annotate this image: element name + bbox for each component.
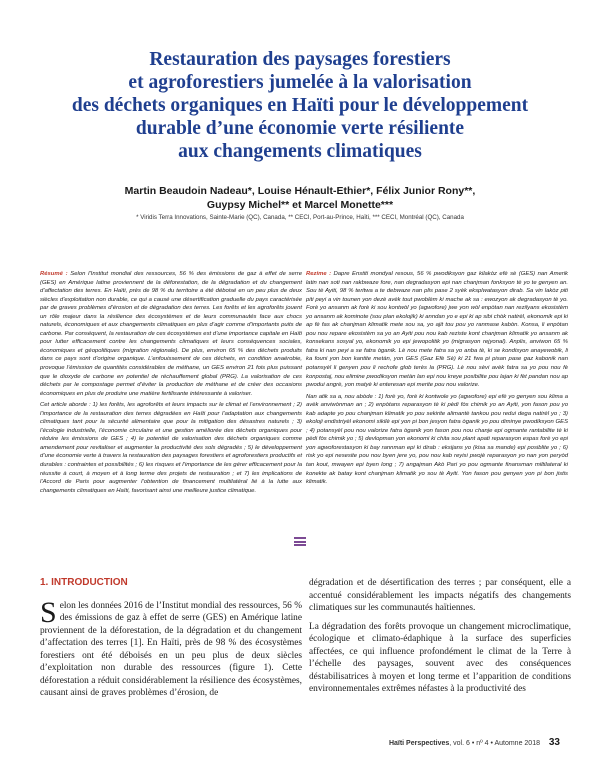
body-column-left (40, 577, 302, 706)
authors (20, 184, 580, 212)
rezime-paragraph (306, 270, 568, 390)
title-line: durable d’une économie verte résiliente (135, 118, 465, 139)
body-paragraph: dégradation et de désertification des terres ; par conséquent, elle a accentué considérablement les impacts négatifs des changements climatiques sur les communautés haïtiennes. (309, 578, 571, 613)
title-line: Restauration des paysages forestiers (149, 49, 451, 70)
affiliations: * Viridis Terra Innovations, Sainte-Marie (QC), Canada, ** CECI, Port-au-Prince, Haïti, *** CECI, Montréal (QC), Canada (136, 214, 464, 221)
footer-journal (389, 740, 540, 747)
section-separator-icon (294, 537, 306, 546)
title-line: des déchets organiques en Haïti pour le développement (71, 95, 529, 116)
article-title (20, 48, 580, 163)
authors-line: Martin Beaudoin Nadeau*, Louise Hénault-Ethier*, Félix Junior Rony**, (124, 185, 476, 197)
section-heading: 1. INTRODUCTION (40, 577, 128, 588)
body-column-right (309, 577, 571, 702)
title-line: et agroforestiers jumelée à la valorisation (128, 72, 472, 93)
journal-name: Haïti Perspectives (388, 740, 450, 747)
rezime-text: Dapre Enstiti mondyal resous, 56 % pwodiksyon gaz kilakòz efè sè (GES) nan Amerik latin nan soti nan rakbwaze fore, nan degradasyon epi nan chanjman fonksyon tè yo te genyen an. Sou tè Ayiti, 98 % teritwa a te debwaze nan plis pase 2 syèk eksplwatasyon dirab. Sa vin lakòz piti piti peyi a vin tounen yon dezè avèk tout pwoblèm ki mache ak sa : ewozyon ak degradasyon tè yo. Forè yo ansanm ak forè ki sou kontwòl yo (agwofore) jwe yon wòl enpòtan nan rezilyans ekosistèm yo ansanm ak kominote (sou plan ekolojik) ki anndan yo e epi ki ap sibi chòk natirèl, ekonomik epi ki ap fè fas ak chanjman klimatik mete sou sa, yo ajit tou pou yo ranmase kabòn. Konsa, li enpòtan pou nou repare ekosistèm sa yo an Ayiti pou nou kab reziste kont chanjman klimatik yo ansanm ak konsekans sosyal yo, ekonomik yo epi jewopolitik yo (migrasyon rejyonal). Anplis, anviwon 65 % fatra ki nan peyi a se fatra òganik. Lè nou mete fatra sa yo anba tè, ki se kondisyon anayewobik, li ka founi yon bon kantite metàn, yon GES (Gaz Efè Sè) ki 21 fwa pi pisan pase gaz kabonik nan potansyèl li genyen pou li rechofe glob terès la (PRG). Lè nou sèvi avèk fatra sa yo pou nou fè konpostaj, nou elimine pwodiksyon metàn lan epi nou kreye posibilite pou lajan ki fèt pandan nou ap pwodui angrè, yon matyè ki enteresan epi merite pou nou valorize. (306, 271, 568, 389)
intro-paragraph (40, 595, 302, 700)
resume-paragraph (40, 270, 302, 398)
authors-line: Guypsy Michel** et Marcel Monette*** (206, 199, 394, 211)
intro-text: elon les données 2016 de l’Institut mondial des ressources, 56 % des émissions de gaz à effet de serre (GES) en Amérique latine proviennent de la déforestation, de la dégradation et du changement d’affectation des terres [1]. En Haïti, près de 98 % des écosystèmes forestiers ont été déboisés en un peu plus de deux siècles d’exploitation non durable des ressources (figure 1). Cette déforestation a réduit considérablement la résilience des écosystèmes, causant ainsi de graves problèmes d’érosion, de (40, 600, 302, 698)
body-paragraph: La dégradation des forêts provoque un changement microclimatique, écologique et climato-édaphique à la surface des superficies affectées, ce qui influence profondément le climat de la Terre à l’échelle des paysages, souvent avec des conséquences déstabilisatrices à moyen et long terme et l’apparition de conditions environnementales extrêmes néfastes à la productivité des (309, 621, 571, 694)
page-number: 33 (548, 737, 560, 748)
page-footer (0, 736, 600, 756)
drop-cap: S (40, 595, 57, 629)
rezime-paragraph: Nan atik sa a, nou abòde : 1) forè yo, forè ki kontwole yo (agwofore) epi efè yo genyen sou klima a avèk anviwònman an ; 2) enpòtans reparasyon tè ki pèdi fòs chimik yo an Ayiti, yon fason pou yo kab adapte yo pou chanjman klimatik yo pou sekirite alimantè tankou pou redui dega natirèl yo ; 3) ekoloji endistriyèl ekonomi sikilè epi yon pi bon jesyon fatra òganik yo pou diminye pwodiksyon GES ; 4) potansyèl pou nou valorize fatra òganik yon fason pou nou chanje epi ogmante rantabilite tè ki pèdi fòs chimik yo ; 5) devlopman yon ekonomi ki chita sou plant apati reparasyon espas forè yo epi yon agwoforestasyon ki bay rannman epi ki dirab : eksijans yo (kisa sa mande) epi posiblite yo ; 6) risk yo epi nesesite pou nou byen jere yo, pou nou kab reyisi pwojè reparasyon yo nan yon peryòd tan kout, mwayen epi byen long ; 7) angajman Akò Pari yo pou ogmante finansman miltilateral ki konekte ak batay kont chanjman klimatik yo sou tè Ayiti. Yon fason pou genyen yon pi bon jistis klimatik. (306, 393, 568, 486)
resume-abstract (40, 270, 302, 498)
resume-text: Selon l’Institut mondial des ressources, 56 % des émissions de gaz à effet de serre (GES) en Amérique latine proviennent de la déforestation, de la dégradation et du changement d’affectation des terres. En Haïti, près de 98 % du territoire a été déboisé en un peu plus de deux siècles d’exploitation non durable, ce qui a causé une désertification graduelle du pays caractérisée par de graves problèmes d’érosion et de dégradation des terres. Les forêts et les agroforêts jouent un rôle majeur dans la résilience des écosystèmes et de leurs communautés face aux chocs naturels, économiques et aux changements climatiques en plus d’agir comme d’importants puits de carbone. Par conséquent, la restauration de ces écosystèmes est d’une importance capitale en Haïti pour lutter efficacement contre les changements climatiques et leurs conséquences sociales, économiques et géopolitiques (migration régionale). De plus, environ 65 % des déchets produits dans ce pays sont d’origine organique. L’enfouissement de ces déchets, en condition anaérobie, provoque l’émission de quantités considérables de méthane, un GES environ 21 fois plus puissant que le dioxyde de carbone en potentiel de réchauffement global (PRG). La valorisation de ces déchets par le compostage permet d’éviter la production de méthane et de créer des occasions économiques en plus de produire une matière fertilisante intéressante à valoriser. (40, 271, 302, 397)
title-line: aux changements climatiques (178, 141, 422, 162)
resume-lead: Résumé : (40, 271, 68, 277)
rezime-lead: Rezime : (306, 271, 332, 277)
resume-paragraph: Cet article aborde : 1) les forêts, les agroforêts et leurs impacts sur le climat et l’environnement ; 2) l’importance de la restauration des terres dégradées en Haïti pour l’adaptation aux changements climatiques tant pour la sécurité alimentaire que pour la mitigation des désastres naturels ; 3) l’écologie industrielle, l’économie circulaire et une gestion améliorée des déchets organiques pour réduire les émissions de GES ; 4) le potentiel de valorisation des déchets organiques comme amendement pour revitaliser et augmenter la productivité des sols dégradés ; 5) le développement d’une économie verte à travers la restauration des paysages forestiers et agroforestiers productifs et durables : contraintes et possibilités ; 6) les risques et l’importance de les gérer efficacement pour la réussite à court, à moyen et à long terme des projets de restauration ; et 7) les implications de l’Accord de Paris pour augmenter l’obtention de financement multilatéral lié à la lutte aux changements climatiques en Haïti, favorisant ainsi une meilleure justice climatique. (40, 402, 302, 494)
journal-issue: , vol. 6 • nº 4 • Automne 2018 (449, 740, 540, 747)
rezime-abstract (306, 270, 568, 490)
